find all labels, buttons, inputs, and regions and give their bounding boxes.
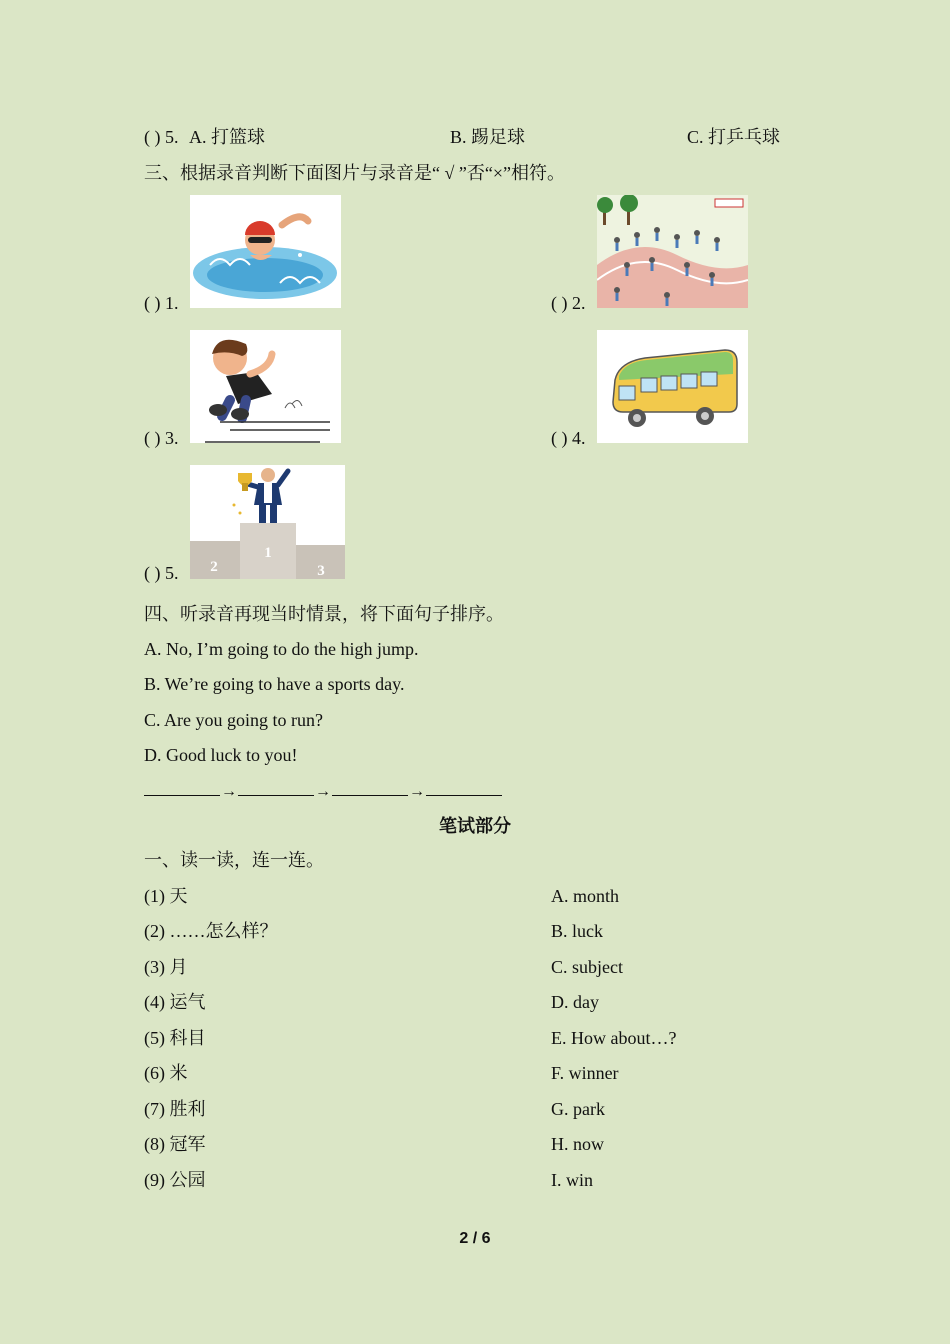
section3-title: 三、根据录音判断下面图片与录音是“ √ ”否“×”相符。 bbox=[144, 163, 565, 183]
match-right-e: E. How about…? bbox=[551, 1028, 677, 1048]
s4-sentence-d: D. Good luck to you! bbox=[144, 745, 298, 765]
written-part-heading: 笔试部分 bbox=[439, 816, 511, 836]
order-blank-3[interactable] bbox=[332, 779, 408, 796]
podium-number-1: 1 bbox=[264, 545, 272, 561]
section4-title: 四、听录音再现当时情景，将下面句子排序。 bbox=[144, 604, 504, 624]
match-left-5: (5) 科目 bbox=[144, 1028, 206, 1048]
ordering-answer-row bbox=[144, 779, 502, 801]
s4-sentence-c: C. Are you going to run? bbox=[144, 710, 323, 730]
listen-q5-option-c: C. 打乒乓球 bbox=[687, 127, 781, 147]
s3-item1-label: ( ) 1. bbox=[144, 293, 179, 313]
arrow-icon: → bbox=[221, 783, 237, 800]
match-right-a: A. month bbox=[551, 886, 620, 906]
s3-item2-label: ( ) 2. bbox=[551, 293, 586, 313]
listen-q5-option-b: B. 踢足球 bbox=[450, 127, 526, 147]
match-right-c: C. subject bbox=[551, 957, 623, 977]
swimming-boy-image bbox=[190, 195, 341, 308]
match-right-b: B. luck bbox=[551, 921, 603, 941]
arrow-icon: → bbox=[409, 783, 425, 800]
listen-q5-prefix: ( ) 5. bbox=[144, 127, 179, 147]
s4-sentence-a: A. No, I’m going to do the high jump. bbox=[144, 639, 419, 659]
match-left-9: (9) 公园 bbox=[144, 1170, 206, 1190]
match-left-3: (3) 月 bbox=[144, 957, 188, 977]
match-right-d: D. day bbox=[551, 992, 599, 1012]
winner-podium-image bbox=[190, 465, 345, 579]
match-left-8: (8) 冠军 bbox=[144, 1134, 206, 1154]
sports-day-crowd-image bbox=[597, 195, 748, 308]
match-left-4: (4) 运气 bbox=[144, 992, 206, 1012]
s3-item5-label: ( ) 5. bbox=[144, 563, 179, 583]
s3-item4-label: ( ) 4. bbox=[551, 428, 586, 448]
order-blank-2[interactable] bbox=[238, 779, 314, 796]
page-number: 2 / 6 bbox=[459, 1230, 491, 1247]
s3-item3-label: ( ) 3. bbox=[144, 428, 179, 448]
order-blank-1[interactable] bbox=[144, 779, 220, 796]
s4-sentence-b: B. We’re going to have a sports day. bbox=[144, 674, 405, 694]
match-left-6: (6) 米 bbox=[144, 1063, 188, 1083]
podium-number-3: 3 bbox=[317, 563, 325, 579]
match-left-2: (2) ……怎么样？ bbox=[144, 921, 278, 941]
match-right-h: H. now bbox=[551, 1134, 604, 1154]
listen-q5-option-a: A. 打篮球 bbox=[189, 127, 265, 147]
green-bus-image bbox=[597, 330, 748, 443]
match-right-g: G. park bbox=[551, 1099, 605, 1119]
match-left-1: (1) 天 bbox=[144, 886, 188, 906]
match-right-i: I. win bbox=[551, 1170, 593, 1190]
long-jump-boy-image bbox=[190, 330, 341, 443]
written-section1-title: 一、读一读，连一连。 bbox=[144, 850, 324, 870]
match-right-f: F. winner bbox=[551, 1063, 619, 1083]
order-blank-4[interactable] bbox=[426, 779, 502, 796]
match-left-7: (7) 胜利 bbox=[144, 1099, 206, 1119]
podium-number-2: 2 bbox=[210, 559, 218, 575]
arrow-icon: → bbox=[315, 783, 331, 800]
